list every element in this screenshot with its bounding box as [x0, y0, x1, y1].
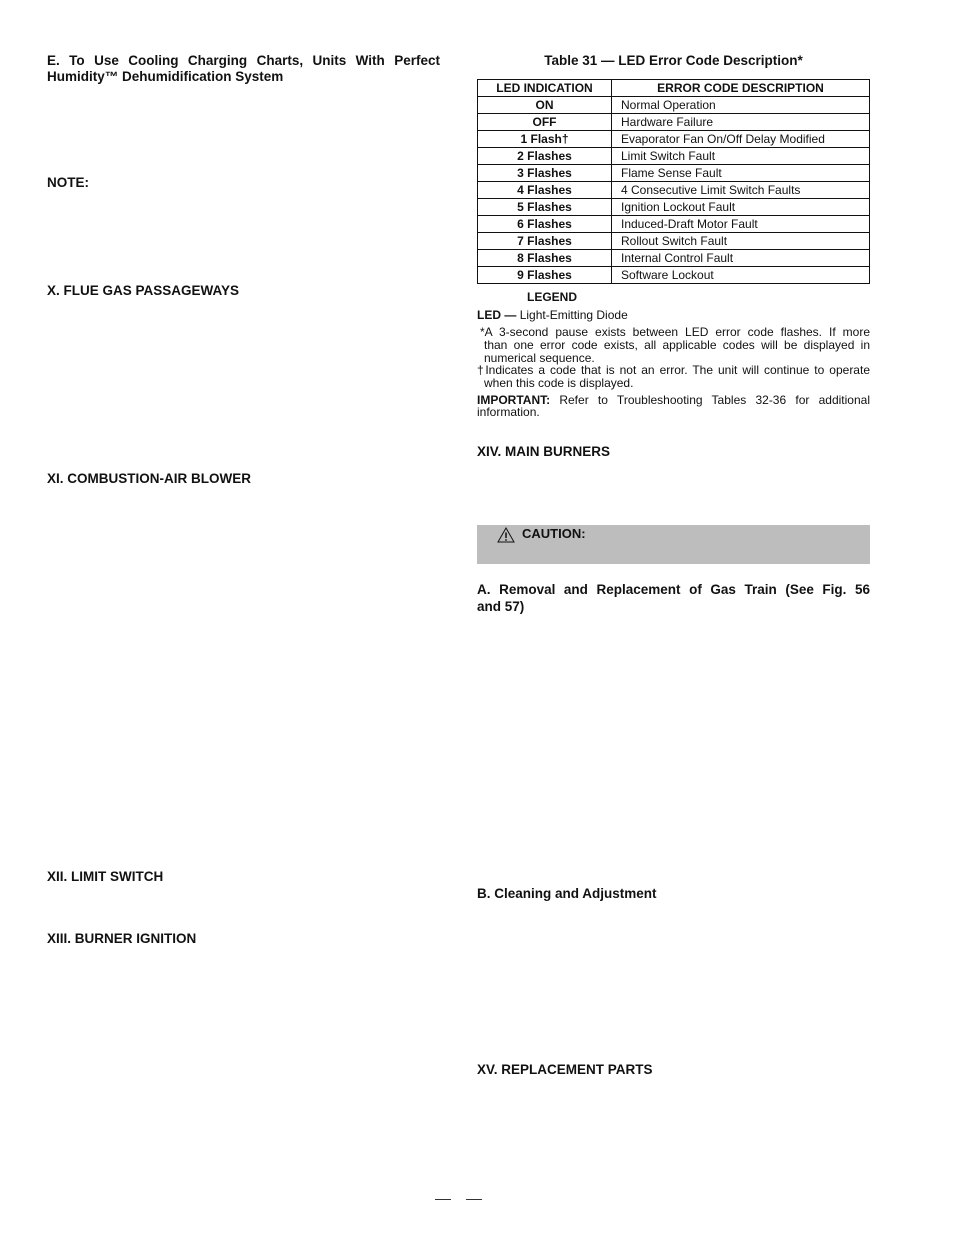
led-indication-cell: OFF	[478, 114, 612, 131]
legend-entry	[477, 309, 628, 322]
led-indication-cell: 3 Flashes	[478, 165, 612, 182]
table-row	[478, 182, 870, 199]
error-description-cell: Limit Switch Fault	[612, 148, 870, 165]
legend-title: LEGEND	[526, 290, 577, 304]
section-b-heading: B. Cleaning and Adjustment	[477, 886, 657, 901]
table-row	[478, 216, 870, 233]
section-xv-heading: XV. REPLACEMENT PARTS	[477, 1062, 653, 1077]
led-indication-cell: 8 Flashes	[478, 250, 612, 267]
error-description-cell: Evaporator Fan On/Off Delay Modified	[612, 131, 870, 148]
section-a-heading-line1: A. Removal and Replacement of Gas Train (See Fig. 56	[477, 582, 870, 597]
footnote-dagger-line2: when this code is displayed.	[484, 376, 634, 390]
table-row	[478, 131, 870, 148]
page-number-dash-left	[435, 1199, 451, 1200]
led-indication-cell: 4 Flashes	[478, 182, 612, 199]
error-description-cell: Normal Operation	[612, 97, 870, 114]
note-label: NOTE:	[47, 175, 89, 190]
section-e-heading-line1: E. To Use Cooling Charging Charts, Units With Perfect	[47, 53, 440, 68]
table-header-row	[478, 80, 870, 97]
footnote-star-line2: than one error code exists, all applicable codes will be displayed in	[484, 338, 870, 352]
caution-label: CAUTION:	[522, 526, 586, 541]
column-header-error-code-description: ERROR CODE DESCRIPTION	[612, 80, 870, 97]
section-xii-heading: XII. LIMIT SWITCH	[47, 869, 164, 884]
table-row	[478, 114, 870, 131]
error-description-cell: Induced-Draft Motor Fault	[612, 216, 870, 233]
led-indication-cell: 1 Flash†	[478, 131, 612, 148]
legend-abbr: LED —	[477, 308, 517, 322]
section-x-heading: X. FLUE GAS PASSAGEWAYS	[47, 283, 240, 298]
table-row	[478, 199, 870, 216]
legend-definition: Light-Emitting Diode	[519, 308, 628, 322]
section-xiv-heading: XIV. MAIN BURNERS	[477, 444, 611, 459]
table-row	[478, 267, 870, 284]
error-description-cell: 4 Consecutive Limit Switch Faults	[612, 182, 870, 199]
important-text: Refer to Troubleshooting Tables 32-36 for additional	[559, 393, 870, 407]
section-a-heading-line2: and 57)	[477, 599, 525, 614]
led-indication-cell: 7 Flashes	[478, 233, 612, 250]
table-row	[478, 97, 870, 114]
footnote-star-line1: *A 3-second pause exists between LED error code flashes. If more	[480, 325, 870, 339]
error-description-cell: Internal Control Fault	[612, 250, 870, 267]
section-e-heading-line2: Humidity™ Dehumidification System	[47, 69, 284, 84]
error-description-cell: Flame Sense Fault	[612, 165, 870, 182]
footnote-dagger-line1: †Indicates a code that is not an error. The unit will continue to operate	[477, 363, 870, 377]
column-header-led-indication: LED INDICATION	[478, 80, 612, 97]
page-number-dash-right	[466, 1199, 482, 1200]
led-indication-cell: 9 Flashes	[478, 267, 612, 284]
table-title: Table 31 — LED Error Code Description*	[544, 53, 803, 68]
important-label: IMPORTANT:	[477, 393, 551, 407]
led-error-code-table	[477, 79, 870, 284]
section-xiii-heading: XIII. BURNER IGNITION	[47, 931, 197, 946]
caution-box	[477, 525, 870, 564]
table-row	[478, 250, 870, 267]
table-row	[478, 233, 870, 250]
table-row	[478, 165, 870, 182]
warning-triangle-icon	[497, 527, 515, 543]
table-row	[478, 148, 870, 165]
section-xi-heading: XI. COMBUSTION-AIR BLOWER	[47, 471, 251, 486]
led-indication-cell: ON	[478, 97, 612, 114]
error-description-cell: Ignition Lockout Fault	[612, 199, 870, 216]
footnote-star-line3: numerical sequence.	[484, 351, 595, 365]
error-description-cell: Software Lockout	[612, 267, 870, 284]
led-indication-cell: 6 Flashes	[478, 216, 612, 233]
error-description-cell: Hardware Failure	[612, 114, 870, 131]
led-indication-cell: 5 Flashes	[478, 199, 612, 216]
led-indication-cell: 2 Flashes	[478, 148, 612, 165]
error-description-cell: Rollout Switch Fault	[612, 233, 870, 250]
important-note-line2: information.	[477, 405, 540, 419]
